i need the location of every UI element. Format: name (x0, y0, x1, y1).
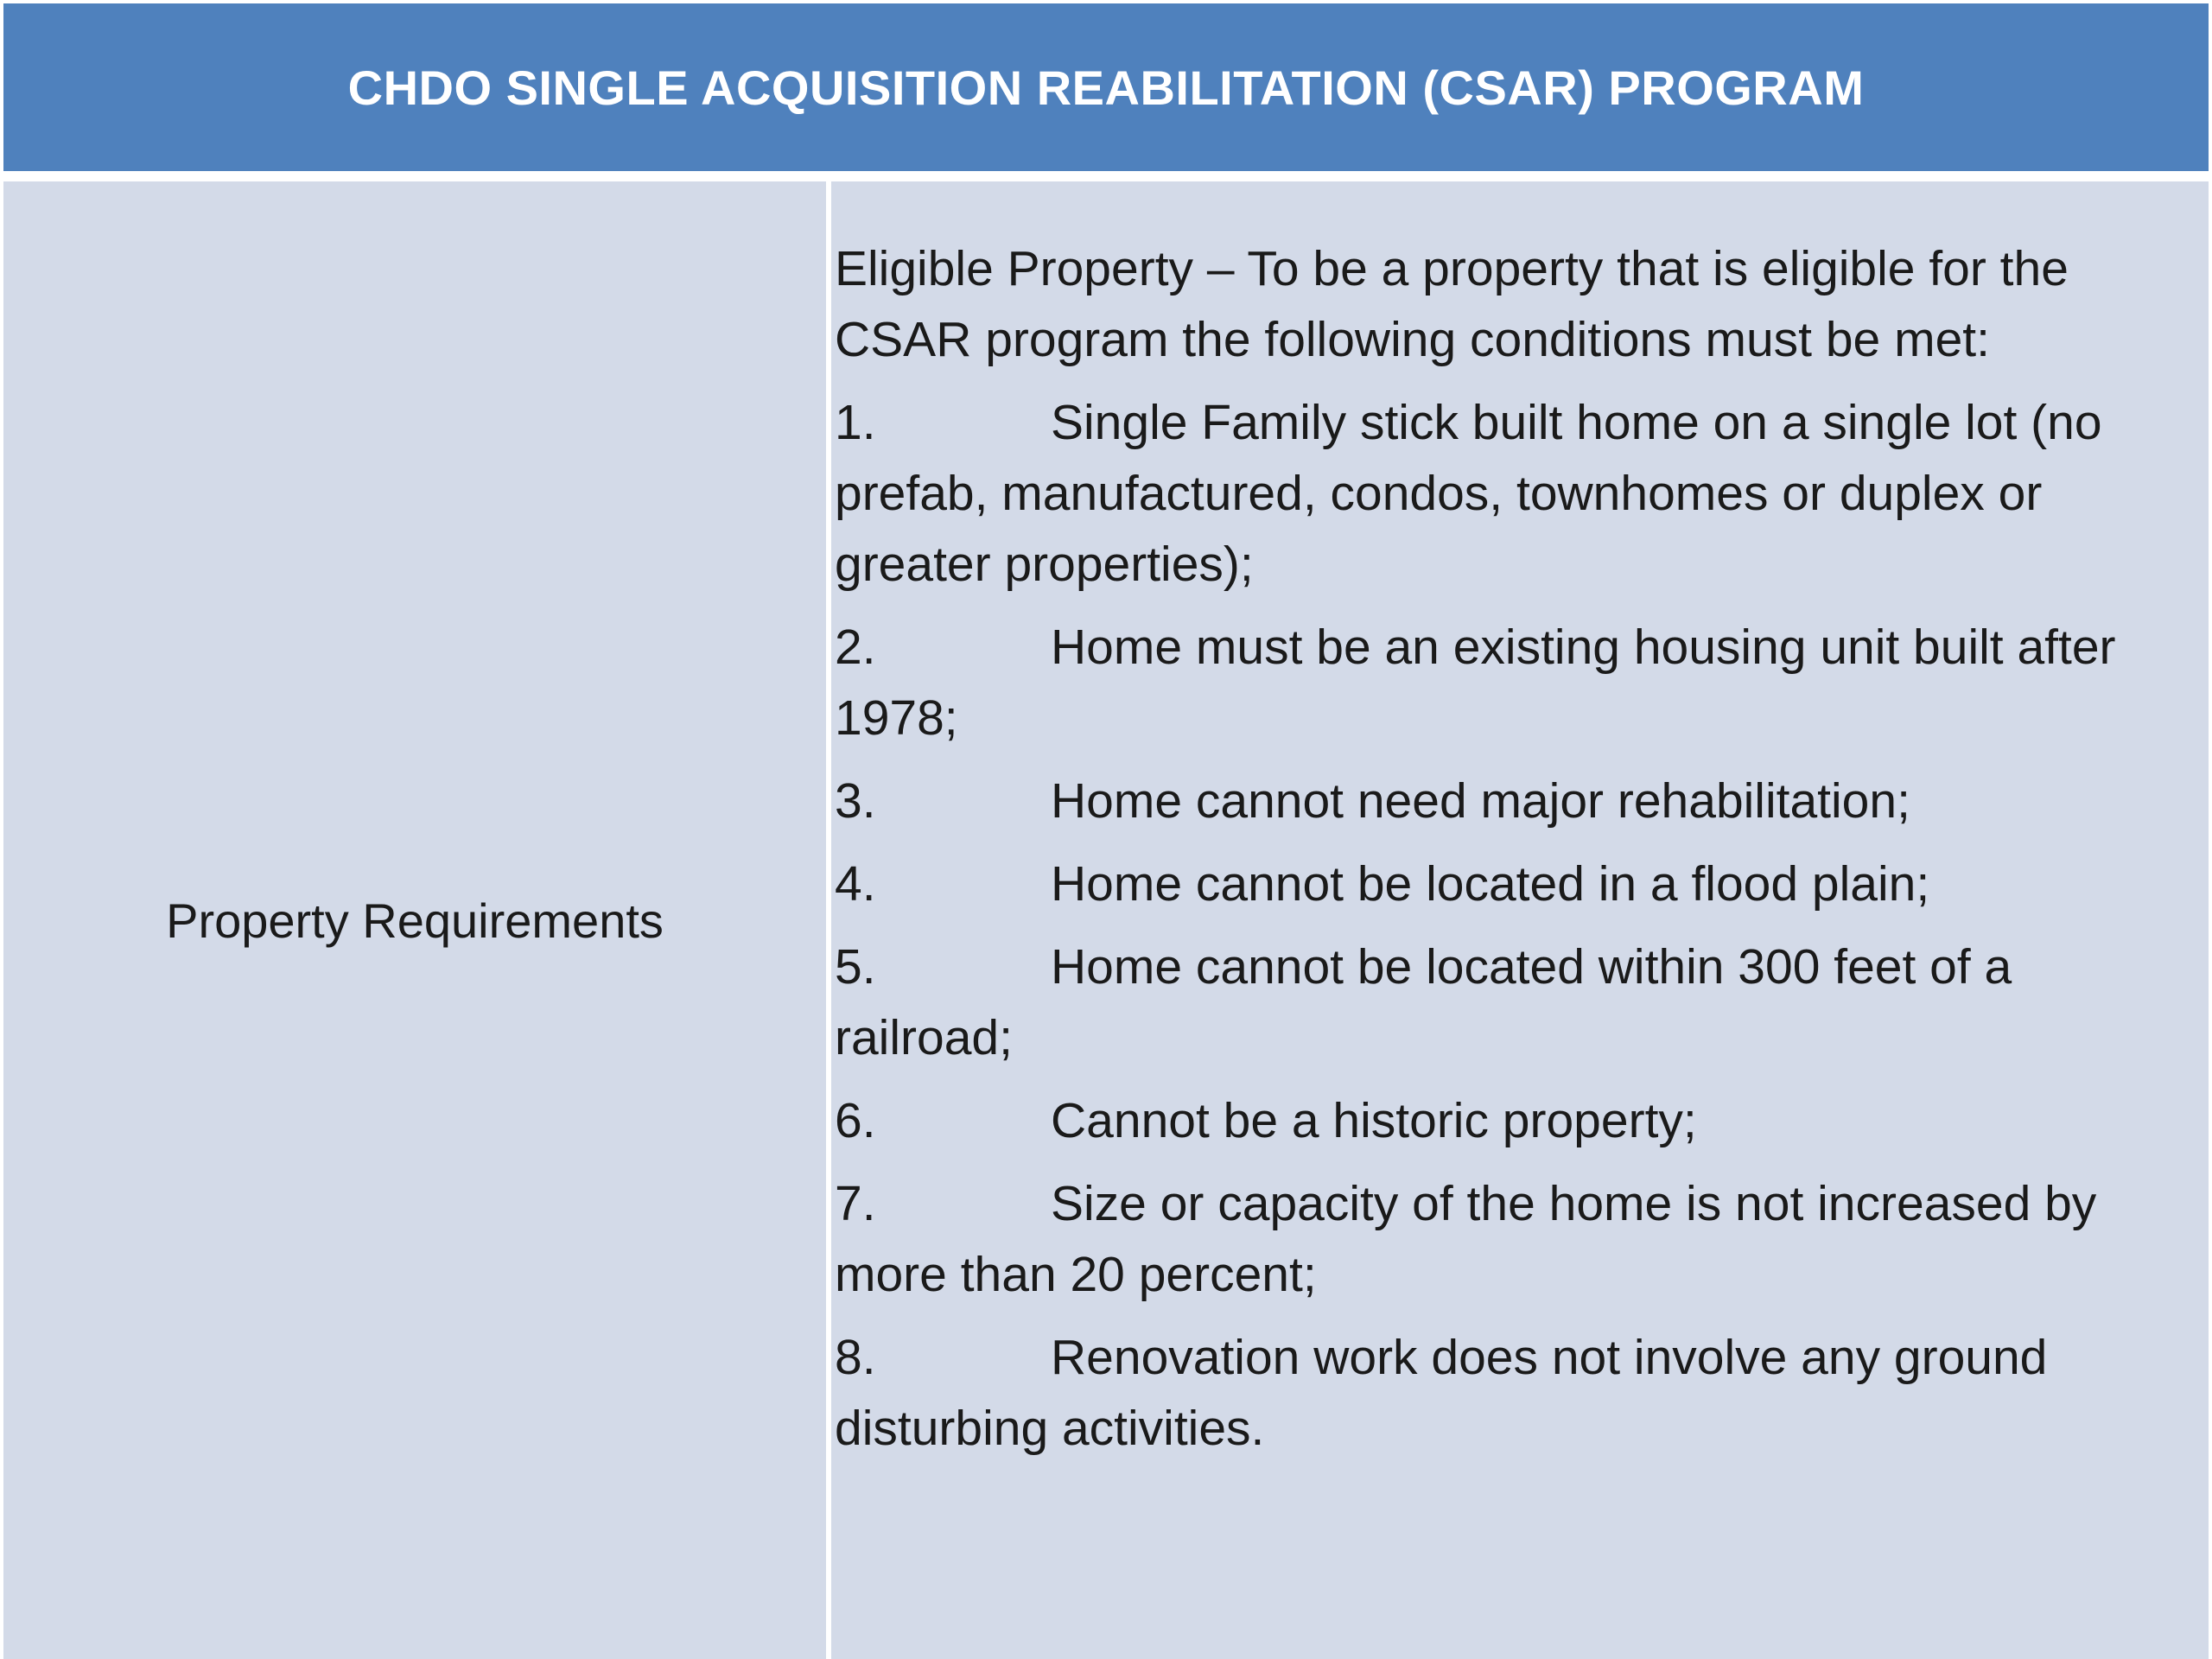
row-label-cell (3, 181, 826, 1659)
item-number: 2. (835, 620, 876, 675)
requirements-cell (831, 181, 2209, 1659)
row-label: Property Requirements (166, 893, 664, 948)
item-text: Home must be an existing housing unit built after 1978; (835, 620, 2116, 746)
item-number: 6. (835, 1093, 876, 1148)
item-text: Single Family stick built home on a single lot (no prefab, manufactured, condos, townhomes or duplex or greater properties); (835, 395, 2102, 592)
list-item (835, 1322, 2191, 1464)
item-number: 4. (835, 856, 876, 912)
list-item (835, 1085, 2191, 1156)
item-text: Size or capacity of the home is not increased by more than 20 percent; (835, 1176, 2097, 1302)
list-item (835, 849, 2191, 919)
item-text: Home cannot be located within 300 feet of a railroad; (835, 939, 2012, 1065)
item-number: 5. (835, 939, 876, 995)
list-item (835, 612, 2191, 753)
item-number: 8. (835, 1330, 876, 1385)
list-item (835, 766, 2191, 836)
page-title: CHDO SINGLE ACQUISITION REABILITATION (CSAR) PROGRAM (347, 60, 1865, 115)
item-text: Cannot be a historic property; (1051, 1093, 1697, 1148)
item-number: 1. (835, 395, 876, 450)
item-text: Home cannot need major rehabilitation; (1051, 773, 1910, 829)
header-bar (3, 3, 2209, 171)
intro-text: Eligible Property – To be a property that is eligible for the CSAR program the following conditions must be met: (835, 241, 2069, 367)
item-number: 7. (835, 1176, 876, 1231)
item-text: Home cannot be located in a flood plain; (1051, 856, 1930, 912)
requirements-list (835, 387, 2191, 1464)
item-number: 3. (835, 773, 876, 829)
list-item (835, 931, 2191, 1073)
item-text: Renovation work does not involve any ground disturbing activities. (835, 1330, 2048, 1456)
list-item (835, 387, 2191, 600)
list-item (835, 1168, 2191, 1310)
